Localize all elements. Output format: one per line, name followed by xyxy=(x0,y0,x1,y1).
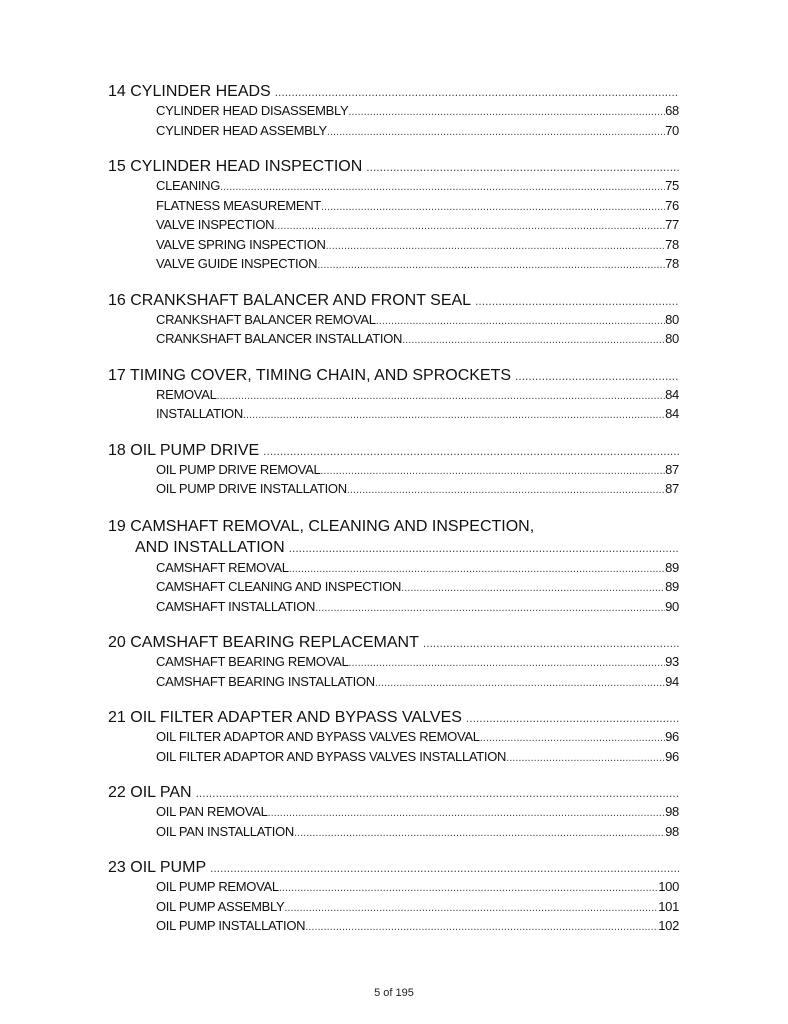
dot-leader xyxy=(326,238,666,256)
toc-entry[interactable] xyxy=(156,878,679,898)
section-title: 16 CRANKSHAFT BALANCER AND FRONT SEAL xyxy=(108,291,472,309)
toc-section xyxy=(108,633,679,692)
entry-label: OIL PUMP INSTALLATION xyxy=(156,918,306,933)
entry-page-number: 101 xyxy=(658,898,679,914)
toc-entry[interactable] xyxy=(156,311,679,331)
toc-entry[interactable] xyxy=(156,748,679,768)
dot-leader xyxy=(320,463,665,481)
dot-leader xyxy=(217,388,666,406)
entry-page-number: 80 xyxy=(665,331,679,346)
dot-leader xyxy=(347,482,665,500)
dot-leader xyxy=(401,580,665,598)
section-heading[interactable] xyxy=(108,708,679,728)
entry-page-number: 90 xyxy=(665,598,679,614)
dot-leader xyxy=(294,825,665,843)
entry-label: FLATNESS MEASUREMENT xyxy=(156,197,321,213)
entry-label: VALVE GUIDE INSPECTION xyxy=(156,256,318,271)
toc-section xyxy=(108,708,679,767)
toc-entry[interactable] xyxy=(156,236,679,256)
toc-entry[interactable] xyxy=(156,578,679,598)
entry-label: OIL PUMP DRIVE INSTALLATION xyxy=(156,481,347,496)
toc-section xyxy=(108,157,679,275)
dot-leader xyxy=(279,880,658,898)
section-title: 14 CYLINDER HEADS xyxy=(108,83,271,100)
entry-page-number: 100 xyxy=(658,879,679,894)
entry-page-number: 84 xyxy=(665,406,679,421)
section-title: 15 CYLINDER HEAD INSPECTION xyxy=(108,158,363,175)
toc-section xyxy=(108,366,679,425)
toc-entry[interactable] xyxy=(156,386,679,406)
section-heading[interactable] xyxy=(108,858,679,878)
toc-entry[interactable] xyxy=(156,102,679,122)
toc-entry[interactable] xyxy=(156,480,679,500)
dot-leader xyxy=(348,104,665,122)
entry-page-number: 102 xyxy=(658,918,679,933)
section-heading[interactable] xyxy=(108,633,679,653)
toc-entry[interactable] xyxy=(156,330,679,350)
dot-leader xyxy=(466,708,679,728)
entry-page-number: 84 xyxy=(665,386,679,402)
dot-leader xyxy=(366,157,679,177)
entry-label: OIL PAN INSTALLATION xyxy=(156,823,294,839)
section-heading[interactable] xyxy=(108,366,679,386)
section-heading[interactable] xyxy=(108,157,679,177)
entry-label: VALVE INSPECTION xyxy=(156,217,275,232)
entry-page-number: 68 xyxy=(665,103,679,118)
dot-leader xyxy=(348,655,665,673)
dot-leader xyxy=(327,124,665,142)
section-heading[interactable] xyxy=(108,516,679,559)
dot-leader xyxy=(275,82,679,102)
dot-leader xyxy=(321,199,665,217)
dot-leader xyxy=(423,633,679,653)
dot-leader xyxy=(289,561,665,579)
entry-label: CYLINDER HEAD ASSEMBLY xyxy=(156,122,327,138)
section-title: 19 CAMSHAFT REMOVAL, CLEANING AND INSPECTION, xyxy=(108,517,535,535)
entry-page-number: 70 xyxy=(665,122,679,138)
dot-leader xyxy=(317,257,665,275)
section-heading[interactable] xyxy=(108,82,679,102)
toc-entry[interactable] xyxy=(156,255,679,275)
dot-leader xyxy=(480,730,665,748)
toc-entry[interactable] xyxy=(156,197,679,217)
entry-label: CAMSHAFT INSTALLATION xyxy=(156,598,316,614)
entry-label: OIL FILTER ADAPTOR AND BYPASS VALVES INSTALLATION xyxy=(156,748,507,764)
entry-label: CYLINDER HEAD DISASSEMBLY xyxy=(156,103,349,118)
dot-leader xyxy=(268,805,666,823)
toc-entry[interactable] xyxy=(156,653,679,673)
entry-page-number: 98 xyxy=(665,823,679,839)
entry-page-number: 93 xyxy=(665,654,679,669)
entry-page-number: 76 xyxy=(665,197,679,213)
entry-page-number: 89 xyxy=(665,559,679,575)
dot-leader xyxy=(289,538,679,559)
dot-leader xyxy=(315,600,665,618)
entry-page-number: 87 xyxy=(665,461,679,477)
dot-leader xyxy=(515,366,679,386)
table-of-contents xyxy=(108,82,679,953)
toc-entry[interactable] xyxy=(156,461,679,481)
section-title: 18 OIL PUMP DRIVE xyxy=(108,441,260,459)
entry-label: CAMSHAFT BEARING INSTALLATION xyxy=(156,673,375,689)
dot-leader xyxy=(375,675,665,693)
toc-entry[interactable] xyxy=(156,405,679,425)
toc-entry[interactable] xyxy=(156,122,679,142)
entry-label: OIL FILTER ADAPTOR AND BYPASS VALVES REMOVAL xyxy=(156,729,480,744)
entry-label: OIL PUMP DRIVE REMOVAL xyxy=(156,461,321,477)
entry-page-number: 77 xyxy=(665,217,679,232)
entry-label: VALVE SPRING INSPECTION xyxy=(156,236,326,252)
dot-leader xyxy=(196,783,679,803)
toc-entry[interactable] xyxy=(156,598,679,618)
dot-leader xyxy=(284,900,658,918)
toc-entry[interactable] xyxy=(156,216,679,236)
toc-entry[interactable] xyxy=(156,728,679,748)
section-heading[interactable] xyxy=(108,291,679,311)
entry-page-number: 98 xyxy=(665,804,679,819)
entry-page-number: 96 xyxy=(665,748,679,764)
section-heading[interactable] xyxy=(108,441,679,461)
toc-entry[interactable] xyxy=(156,803,679,823)
toc-section xyxy=(108,441,679,500)
entry-label: CAMSHAFT CLEANING AND INSPECTION xyxy=(156,579,402,594)
entry-label: CLEANING xyxy=(156,178,221,193)
dot-leader xyxy=(220,179,665,197)
dot-leader xyxy=(305,919,658,937)
dot-leader xyxy=(263,441,679,461)
toc-section xyxy=(108,291,679,350)
section-title: 17 TIMING COVER, TIMING CHAIN, AND SPROCKETS xyxy=(108,366,512,384)
toc-entry[interactable] xyxy=(156,559,679,579)
entry-label: OIL PUMP REMOVAL xyxy=(156,879,279,894)
dot-leader xyxy=(243,407,665,425)
dot-leader xyxy=(376,313,665,331)
section-title-line2: AND INSTALLATION xyxy=(135,538,285,556)
page-number: 5 of 195 xyxy=(374,987,414,999)
section-heading[interactable] xyxy=(108,783,679,803)
dot-leader xyxy=(475,291,679,311)
entry-page-number: 78 xyxy=(665,236,679,252)
entry-label: CAMSHAFT REMOVAL xyxy=(156,559,289,575)
entry-page-number: 87 xyxy=(665,481,679,496)
toc-section xyxy=(108,783,679,842)
toc-entry[interactable] xyxy=(156,898,679,918)
entry-page-number: 94 xyxy=(665,673,679,689)
entry-label: REMOVAL xyxy=(156,386,217,402)
toc-entry[interactable] xyxy=(156,917,679,937)
dot-leader xyxy=(402,332,665,350)
toc-entry[interactable] xyxy=(156,673,679,693)
dot-leader xyxy=(210,858,679,878)
section-title: 22 OIL PAN xyxy=(108,784,192,801)
entry-label: INSTALLATION xyxy=(156,406,243,421)
section-title-continuation xyxy=(108,537,679,559)
toc-entry[interactable] xyxy=(156,823,679,843)
entry-label: OIL PAN REMOVAL xyxy=(156,804,268,819)
entry-page-number: 89 xyxy=(665,579,679,594)
section-title: 23 OIL PUMP xyxy=(108,859,207,876)
toc-section xyxy=(108,858,679,937)
toc-section xyxy=(108,516,679,618)
entry-page-number: 80 xyxy=(665,311,679,327)
section-title: 21 OIL FILTER ADAPTER AND BYPASS VALVES xyxy=(108,709,462,726)
entry-page-number: 75 xyxy=(665,178,679,193)
dot-leader xyxy=(506,750,665,768)
dot-leader xyxy=(274,218,665,236)
toc-section xyxy=(108,82,679,141)
entry-page-number: 96 xyxy=(665,729,679,744)
entry-label: CAMSHAFT BEARING REMOVAL xyxy=(156,654,349,669)
toc-entry[interactable] xyxy=(156,177,679,197)
entry-label: CRANKSHAFT BALANCER INSTALLATION xyxy=(156,331,403,346)
section-title: 20 CAMSHAFT BEARING REPLACEMANT xyxy=(108,634,419,651)
entry-label: CRANKSHAFT BALANCER REMOVAL xyxy=(156,311,376,327)
entry-label: OIL PUMP ASSEMBLY xyxy=(156,898,285,914)
entry-page-number: 78 xyxy=(665,256,679,271)
